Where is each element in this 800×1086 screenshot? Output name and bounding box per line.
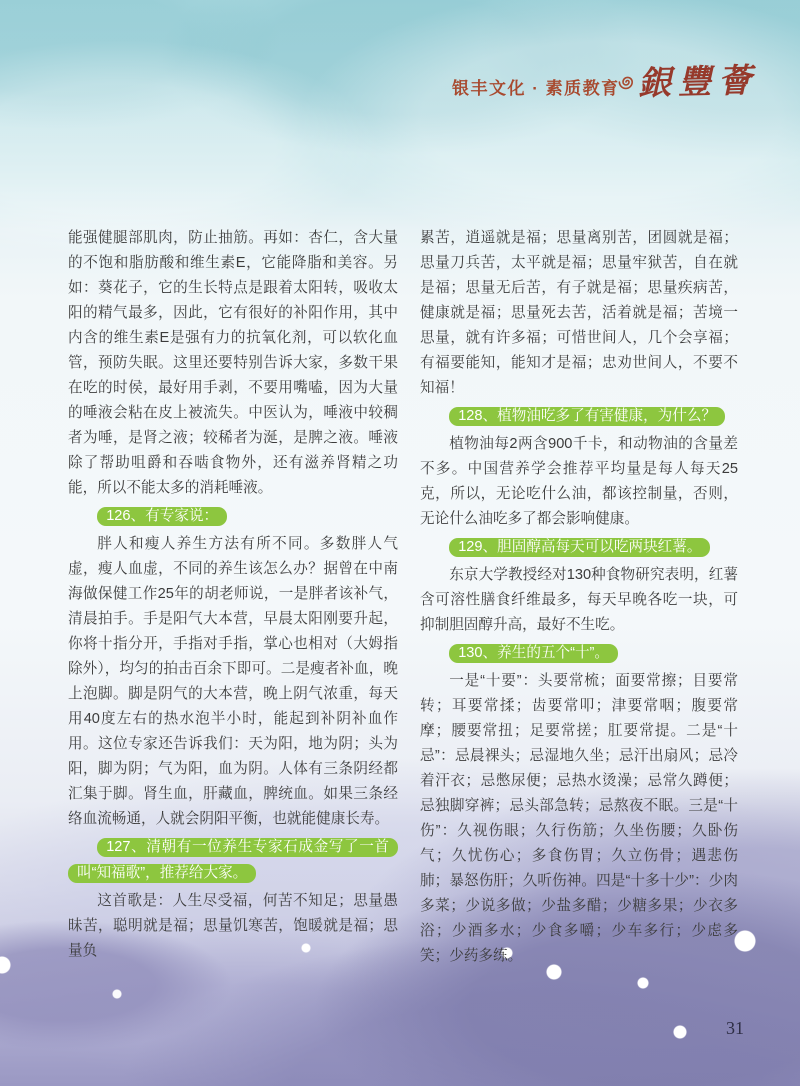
body-paragraph: 一是“十要”：头要常梳；面要常擦；目要常转；耳要常揉；齿要常叩；津要常咽；腹要常摩；腰要常扭；足要常搓；肛要常提。二是“十忌”：忌晨裸头；忌湿地久坐；忌汗出扇风；忌冷着汗衣；忌憋尿便；忌热水烫澡；忌常久蹲便；忌独脚穿裤；忌头部急转；忌熬夜不眠。三是“十伤”：久视伤眼；久行伤筋；久坐伤腰；久卧伤气；久忧伤心；多食伤胃；久立伤骨；遇悲伤肺；暴怒伤肝；久听伤神。四是“十多十少”：少肉多菜；少说多做；少盐多醋；少糖多果；少衣多浴；少酒多水；少食多嚼；少车多行；少虑多笑；少药多练。: [420, 673, 738, 964]
right-column: [420, 226, 738, 969]
page-number: 31: [726, 1018, 744, 1038]
brand-logo-calligraphy: 銀豐薈: [637, 63, 759, 103]
section-heading: 128、植物油吃多了有害健康，为什么？: [449, 407, 725, 426]
section-heading: 127、清朝有一位养生专家石成金写了一首叫“知福歌”，推荐给大家。: [68, 838, 398, 883]
section-heading-line: [420, 403, 738, 429]
brand-text: 银丰文化 · 素质教育: [452, 79, 620, 98]
section-heading-line: [68, 503, 398, 529]
spiral-icon: [616, 72, 636, 92]
section-heading: 126、有专家说：: [97, 507, 227, 526]
section-heading-line: [420, 534, 738, 560]
body-paragraph: 这首歌是：人生尽受福，何苦不知足；思量愚昧苦，聪明就是福；思量饥寒苦，饱暖就是福；思量负: [68, 893, 398, 959]
section-heading-line: [68, 834, 398, 886]
section-heading: 129、胆固醇高每天可以吃两块红薯。: [449, 538, 710, 557]
left-column: [68, 226, 398, 964]
section-heading-line: [420, 640, 738, 666]
body-paragraph: 东京大学教授经对130种食物研究表明，红薯含可溶性膳食纤维最多，每天早晚各吃一块，可抑制胆固醇升高，最好不生吃。: [420, 567, 738, 633]
section-heading: 130、养生的五个“十”。: [449, 644, 618, 663]
body-paragraph: 累苦，逍遥就是福；思量离别苦，团圆就是福；思量刀兵苦，太平就是福；思量牢狱苦，自在就是福；思量无后苦，有子就是福；思量疾病苦，健康就是福；思量死去苦，活着就是福；苦境一思量，就有许多福；可惜世间人，几个会享福；有福要能知，能知才是福；忠劝世间人，不要不知福！: [420, 230, 738, 396]
body-paragraph: 胖人和瘦人养生方法有所不同。多数胖人气虚，瘦人血虚，不同的养生该怎么办？据曾在中南海做保健工作25年的胡老师说，一是胖者该补气，清晨拍手。手是阳气大本营，早晨太阳刚要升起，你将十指分开，手指对手指，掌心也相对（大姆指除外），均匀的拍击百余下即可。二是瘦者补血，晚上泡脚。脚是阴气的大本营，晚上阴气浓重，每天用40度左右的热水泡半小时，能起到补阴补血作用。这位专家还告诉我们：天为阳，地为阴；头为阳，脚为阴；气为阳，血为阴。人体有三条阴经都汇集于脚。肾生血，肝藏血，脾统血。如果三条经络血流畅通，人就会阴阳平衡，也就能健康长寿。: [68, 536, 398, 827]
body-paragraph: 植物油每2两含900千卡，和动物油的含量差不多。中国营养学会推荐平均量是每人每天25克，所以，无论吃什么油，都该控制量，否则，无论什么油吃多了都会影响健康。: [420, 436, 738, 527]
body-paragraph: 能强健腿部肌肉，防止抽筋。再如：杏仁，含大量的不饱和脂肪酸和维生素E，它能降脂和美容。另如：葵花子，它的生长特点是跟着太阳转，吸收太阳的精气最多，因此，它有很好的补阳作用，其中内含的维生素E是强有力的抗氧化剂，可以软化血管，预防失眠。这里还要特别告诉大家，多数干果在吃的时侯，最好用手剥，不要用嘴嗑，因为大量的唾液会粘在皮上被流失。中医认为，唾液中较稠者为唾，是肾之液；较稀者为涎，是脾之液。唾液除了帮助咀爵和吞啮食物外，还有滋养肾精之功能，所以不能太多的消耗唾液。: [68, 230, 398, 496]
